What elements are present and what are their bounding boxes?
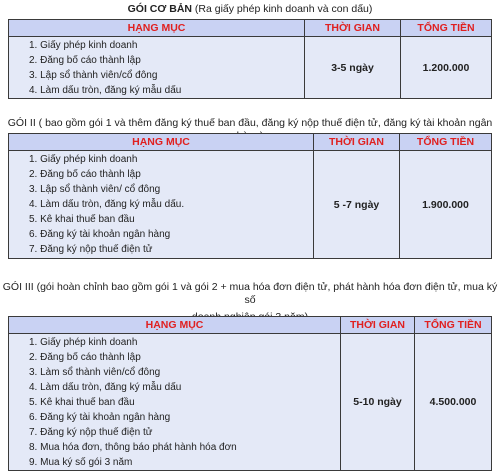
list-item: 7. Đăng ký nộp thuế điện tử: [29, 426, 153, 438]
list-item: 7. Đăng ký nộp thuế điện tử: [29, 244, 153, 255]
list-item: 6. Đăng ký tài khoản ngân hàng: [29, 229, 171, 240]
list-item: 4. Làm dấu tròn, đăng ký mẫu dấu.: [29, 199, 185, 210]
time-header: THỜI GIAN: [314, 134, 400, 151]
list-item: 9. Mua ký số gói 3 năm: [29, 456, 133, 468]
package-2-items: [9, 151, 314, 259]
package-1-time: 3-5 ngày: [305, 37, 401, 99]
list-item: 1. Giấy phép kinh doanh: [29, 154, 138, 165]
list-item: 4. Làm dấu tròn, đăng ký mẫu dấu: [29, 381, 182, 393]
item-header: HẠNG MỤC: [9, 20, 305, 37]
list-item: 2. Đăng bố cáo thành lập: [29, 54, 141, 66]
package-2-time: 5 -7 ngày: [314, 151, 400, 259]
price-header: TỔNG TIỀN: [400, 134, 492, 151]
time-header: THỜI GIAN: [341, 317, 415, 334]
list-item: 5. Kê khai thuế ban đầu: [29, 214, 135, 225]
package-3-price: 4.500.000: [415, 334, 492, 471]
time-header: THỜI GIAN: [305, 20, 401, 37]
list-item: 1. Giấy phép kinh doanh: [29, 39, 138, 51]
package-3-body-row: [9, 334, 492, 471]
list-item: 8. Mua hóa đơn, thông báo phát hành hóa đơn: [29, 441, 237, 453]
list-item: 5. Kê khai thuế ban đầu: [29, 396, 135, 408]
package-2-body-row: [9, 151, 492, 259]
item-header: HẠNG MỤC: [9, 317, 341, 334]
package-2-price: 1.900.000: [400, 151, 492, 259]
package-1-body-row: [9, 37, 492, 99]
package-2-title-text: GÓI II ( bao gồm gói 1 và thêm đăng ký thuế ban đầu, đăng ký nộp thuế điện tử, đăng ký tài khoản ngân: [7, 117, 493, 129]
list-item: 2. Đăng bố cáo thành lập: [29, 351, 141, 363]
package-3-items: [9, 334, 341, 471]
package-3-table: [8, 316, 492, 471]
package-1-price: 1.200.000: [401, 37, 492, 99]
package-1-header-row: [9, 20, 492, 37]
package-2-header-row: [9, 134, 492, 151]
item-header: HẠNG MỤC: [9, 134, 314, 151]
package-1-title-rest: (Ra giấy phép kinh doanh và con dấu): [192, 3, 373, 15]
list-item: 2. Đăng bố cáo thành lập: [29, 169, 141, 180]
list-item: 3. Lập sổ thành viên/cổ đông: [29, 69, 158, 81]
price-header: TỔNG TIỀN: [415, 317, 492, 334]
list-item: 4. Làm dấu tròn, đăng ký mẫu dấu: [29, 84, 182, 96]
list-item: 3. Lập sổ thành viên/ cổ đông: [29, 184, 161, 195]
package-1-title-bold: GÓI CƠ BẢN: [127, 3, 192, 15]
list-item: 6. Đăng ký tài khoản ngân hàng: [29, 411, 171, 423]
price-header: TỔNG TIỀN: [401, 20, 492, 37]
list-item: 1. Giấy phép kinh doanh: [29, 336, 138, 348]
package-1-items: [9, 37, 305, 99]
package-3-title-line1: GÓI III (gói hoàn chỉnh bao gồm gói 1 và gói 2 + mua hóa đơn điện tử, phát hành hóa đơn điện tử, mua ký số: [2, 281, 498, 306]
list-item: 3. Làm sổ thành viên/cổ đông: [29, 366, 161, 378]
package-1-table: [8, 19, 492, 99]
package-3-time: 5-10 ngày: [341, 334, 415, 471]
package-1-title: [0, 3, 500, 16]
package-2-table: [8, 133, 492, 259]
package-3-header-row: [9, 317, 492, 334]
